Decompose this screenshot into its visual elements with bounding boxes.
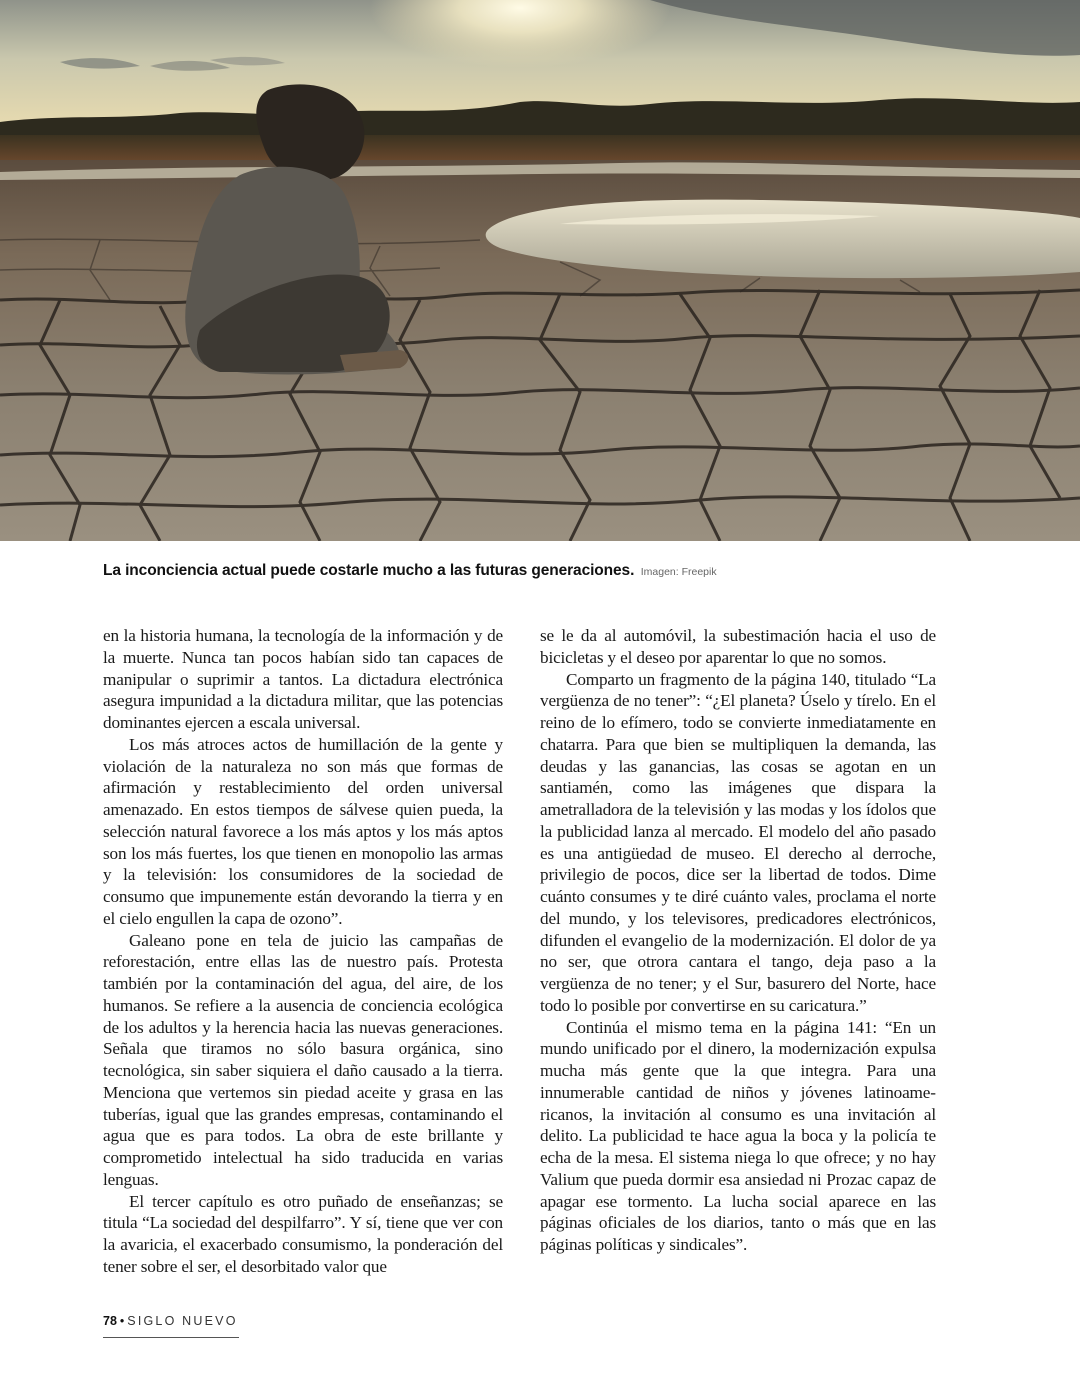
magazine-name: SIGLO NUEVO (127, 1314, 238, 1328)
paragraph: El tercer capítulo es otro puñado de enseñanzas; se titula “La sociedad del despilfarro”. Y sí, tiene que ver con la avaricia, el exacerbado consumismo, la ponderación del tener sobre el ser, el desorbitado valor que (103, 1191, 503, 1276)
paragraph: en la historia humana, la tecnología de la información y de la muerte. Nunca tan pocos habían sido tan capaces de manipular o suprimir a tantos. La dictadura electrónica asegura impunidad a la dictadura militar, que las potencias dominantes ejercen a escala universal. (103, 626, 503, 732)
article-column-left (103, 625, 503, 1278)
page-number: 78 (103, 1314, 117, 1328)
paragraph: Galeano pone en tela de juicio las campañas de reforestación, entre ellas las de nuestro país. Protesta también por la contaminación del agua, del aire, de los humanos. Se refiere a la ausencia de conciencia ecológica de los adultos y la herencia hacia las nuevas generaciones. Señala que tiramos no sólo basura orgánica, sino tecnológica, sin saber siquiera el daño causado a la tierra. Menciona que vertemos sin piedad aceite y grasa en las tuberías, igual que las grandes empresas, contaminando el agua que es para todos. La obra de este brillante y comprometido intelectual ha sido traducida en varias lenguas. (103, 930, 503, 1189)
paragraph: Continúa el mismo tema en la página 141: “En un mundo unificado por el dinero, la modernización expulsa mucha más gente que la que integra. Para una innumerable cantidad de niños y jóvenes latinoamericanos, la invitación al consumo es una invitación al delito. La publicidad te hace agua la boca y la policía te echa de la mesa. El sistema niega lo que ofrece; y no hay Valium que pueda dormir esa ansiedad ni Prozac capaz de apagar ese tormento. La lucha social aparece en las páginas oficiales de los diarios, tanto o más que en las páginas políticas y sindicales”. (540, 1017, 936, 1254)
article-column-right (540, 625, 936, 1256)
caption-text: La inconciencia actual puede costarle mucho a las futuras generaciones. (103, 562, 635, 579)
caption-credit: Imagen: Freepik (640, 566, 717, 578)
hero-photo (0, 0, 1080, 541)
paragraph: se le da al automóvil, la subestimación hacia el uso de bicicletas y el deseo por aparentar lo que no somos. (540, 626, 936, 667)
photo-caption (103, 562, 1003, 580)
footer-rule (103, 1337, 239, 1338)
page-footer (103, 1314, 238, 1328)
footer-separator: • (119, 1314, 125, 1328)
paragraph: Los más atroces actos de humillación de la gente y violación de la naturaleza no son más que formas de afirmación y restablecimiento del orden universal amenazado. En estos tiempos de sálvese quien pueda, la selección natural favorece a los más aptos y los más aptos son los más fuertes, los que tienen en monopolio las armas y la televisión: los consumidores de la sociedad de consumo que impunemente están devorando la tierra y en el cielo engullen la capa de ozono”. (103, 734, 503, 928)
paragraph: Comparto un fragmento de la página 140, titulado “La vergüenza de no tener”: “¿El planeta? Úselo y tírelo. En el reino de lo efímero, todo se convierte inmediatamente en chatarra. Para que bien se multipliquen la demanda, las deudas y las ganancias, las cosas se agotan en un santiamén, como las imágenes que dispara la ametralladora de la televisión y las modas y los ídolos que la publicidad lanza al mercado. El modelo del año pasado es una antigüedad de museo. El derecho al derroche, privilegio de pocos, dice ser la libertad de todos. Dime cuánto consumes y te diré cuánto vales, proclama el norte del mundo, y los televisores, predicadores electrónicos, difunden el evangelio de la modernización. El dolor de ya no ser, que otrora cantara el tango, deja paso a la vergüenza de no tener; y el Sur, basurero del Norte, hace todo lo posible por convertirse en su caricatura.” (540, 669, 936, 1015)
